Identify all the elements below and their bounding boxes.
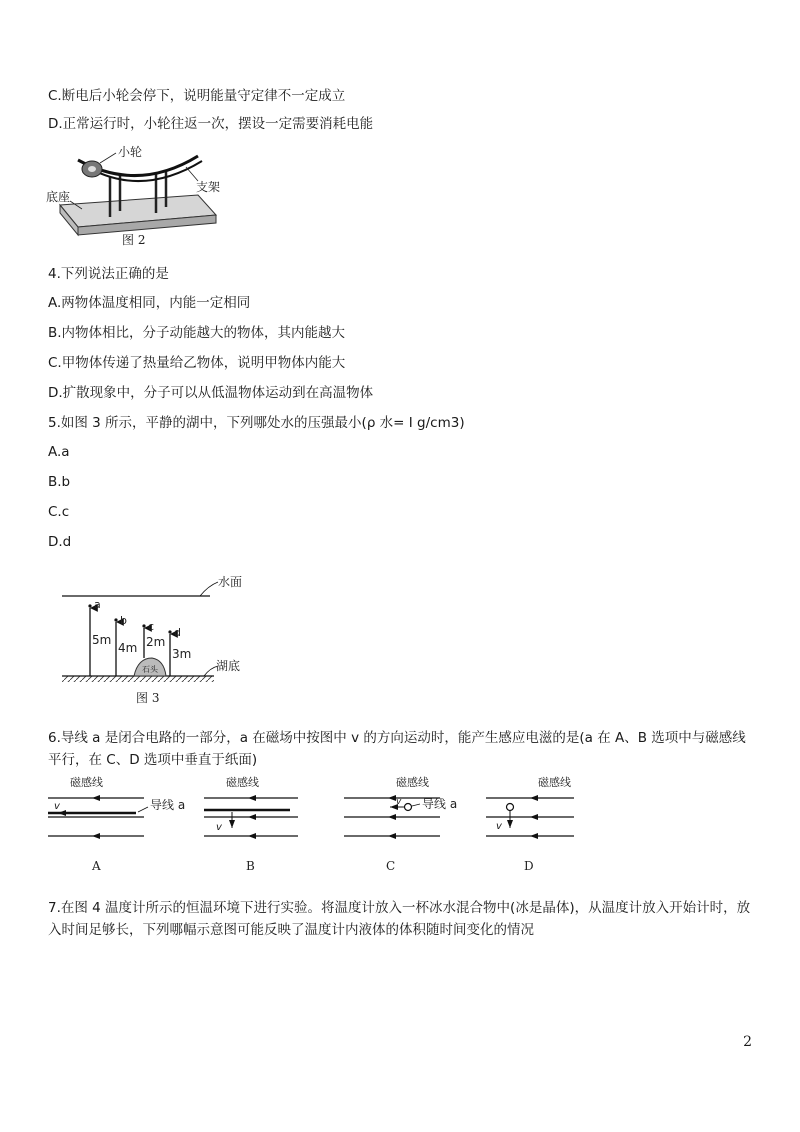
- q4-option-a: A.两物体温度相同，内能一定相同: [48, 295, 251, 311]
- label-lake-bottom: 湖底: [216, 659, 241, 673]
- depth-d: 3m: [172, 647, 192, 661]
- depth-b: 4m: [118, 641, 138, 655]
- panel-c-velocity: v: [396, 797, 402, 807]
- q3-option-c: C.断电后小轮会停下，说明能量守定律不一定成立: [48, 88, 346, 104]
- q4-option-b: B.内物体相比，分子动能越大的物体，其内能越大: [48, 325, 346, 341]
- q5-stem: 5.如图 3 所示，平静的湖中，下列哪处水的压强最小(ρ 水= I g/cm3): [48, 415, 465, 431]
- panel-a-wire-label: 导线 a: [150, 798, 186, 812]
- point-c-label: c: [148, 620, 155, 633]
- q5-option-b: B.b: [48, 474, 71, 490]
- q6-stem: 6.导线 a 是闭合电路的一部分，a 在磁场中按图中 v 的方向运动时，能产生感应电滋的是(a 在 A、B 选项中与磁感线平行，在 C、D 选项中垂直于纸面): [48, 730, 746, 768]
- q4-option-c: C.甲物体传递了热量给乙物体，说明甲物体内能大: [48, 355, 346, 371]
- panel-d-field-label: 磁感线: [538, 776, 571, 789]
- q4-option-d: D.扩散现象中，分子可以从低温物体运动到在高温物体: [48, 385, 374, 401]
- label-water-surface: 水面: [218, 575, 243, 589]
- panel-d: [486, 775, 574, 873]
- q3-option-d: D.正常运行时，小轮往返一次，摆设一定需要消耗电能: [48, 116, 374, 132]
- figure-3-caption: 图 3: [136, 691, 160, 705]
- panel-c-wire-label: 导线 a: [422, 797, 458, 811]
- panel-a-letter: A: [92, 859, 101, 873]
- panel-a-field-label: 磁感线: [70, 776, 103, 789]
- label-wheel: 小轮: [118, 145, 143, 159]
- label-rock: 石头: [142, 665, 158, 674]
- q4-stem: 4.下列说法正确的是: [48, 266, 169, 282]
- figure-3-lake: [58, 572, 258, 708]
- q7-stem: 7.在图 4 温度计所示的恒温环境下进行实验。将温度计放入一杯冰水混合物中(冰是晶体)，从温度计放入开始计时，放入时间足够长，下列哪幅示意图可能反映了温度计内液体的体积随时间变化的情况: [48, 900, 751, 938]
- q5-option-a: A.a: [48, 444, 70, 460]
- point-a-label: a: [94, 598, 101, 611]
- q5-option-c: C.c: [48, 504, 70, 520]
- panel-a-velocity: v: [54, 801, 60, 812]
- figure-2-caption: 图 2: [122, 233, 146, 247]
- panel-c-field-label: 磁感线: [396, 776, 429, 789]
- panel-a: [48, 775, 185, 873]
- depth-c: 2m: [146, 635, 166, 649]
- figure-2-wheel-stand: [48, 143, 248, 248]
- panel-b: [204, 775, 298, 873]
- q5-option-d: D.d: [48, 534, 72, 550]
- figure-q6-panels: [40, 772, 580, 876]
- panel-c: [344, 775, 457, 873]
- panel-b-velocity: v: [216, 822, 222, 833]
- depth-a: 5m: [92, 633, 112, 647]
- point-d-label: d: [174, 626, 181, 639]
- page-number: 2: [743, 1034, 752, 1050]
- panel-b-field-label: 磁感线: [226, 776, 259, 789]
- point-b-label: b: [120, 614, 127, 627]
- label-stand: 支架: [196, 180, 221, 194]
- label-base: 底座: [46, 190, 71, 204]
- panel-c-letter: C: [386, 859, 396, 873]
- panel-b-letter: B: [246, 859, 255, 873]
- panel-d-velocity: v: [496, 821, 502, 832]
- panel-d-letter: D: [524, 859, 534, 873]
